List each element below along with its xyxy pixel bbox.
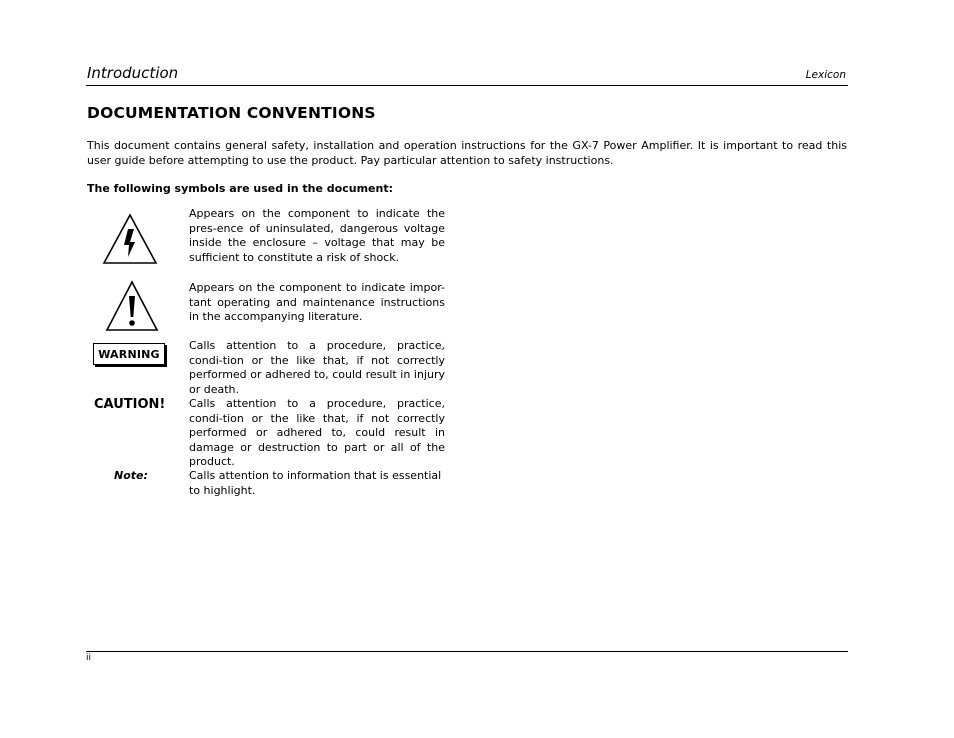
symbol-description-warning: Calls attention to a procedure, practice, condi-tion or the like that, if not correctly performed or adhered to, could result in injury or death. [189, 339, 445, 396]
header-brand: Lexicon [805, 69, 846, 81]
warning-label: WARNING [93, 343, 165, 365]
footer-rule [86, 651, 848, 652]
page-number: ii [86, 653, 92, 663]
note-label: Note: [114, 469, 148, 482]
header-title: Introduction [87, 64, 179, 82]
lightning-triangle-icon [101, 212, 159, 266]
symbol-description-caution: Calls attention to a procedure, practice, condi-tion or the like that, if not correctly performed or adhered to, could result in damage or destruction to part or all of the product. [189, 397, 445, 469]
caution-label: CAUTION! [94, 397, 166, 412]
section-title: DOCUMENTATION CONVENTIONS [87, 104, 376, 122]
header-rule [86, 85, 848, 86]
symbols-heading: The following symbols are used in the document: [87, 182, 393, 195]
symbol-description-instructions: Appears on the component to indicate impor-tant operating and maintenance instructions in the accompanying literature. [189, 281, 445, 324]
symbol-description-note: Calls attention to information that is essential to highlight. [189, 469, 442, 497]
intro-paragraph: This document contains general safety, installation and operation instructions for the GX-7 Power Amplifier. It is important to read this user guide before attempting to use the product. Pay particular attention to safety instructions. [87, 139, 847, 167]
symbol-description-voltage: Appears on the component to indicate the pres-ence of uninsulated, dangerous voltage inside the enclosure – voltage that may be sufficient to constitute a risk of shock. [189, 207, 445, 264]
exclamation-triangle-icon [105, 280, 159, 332]
